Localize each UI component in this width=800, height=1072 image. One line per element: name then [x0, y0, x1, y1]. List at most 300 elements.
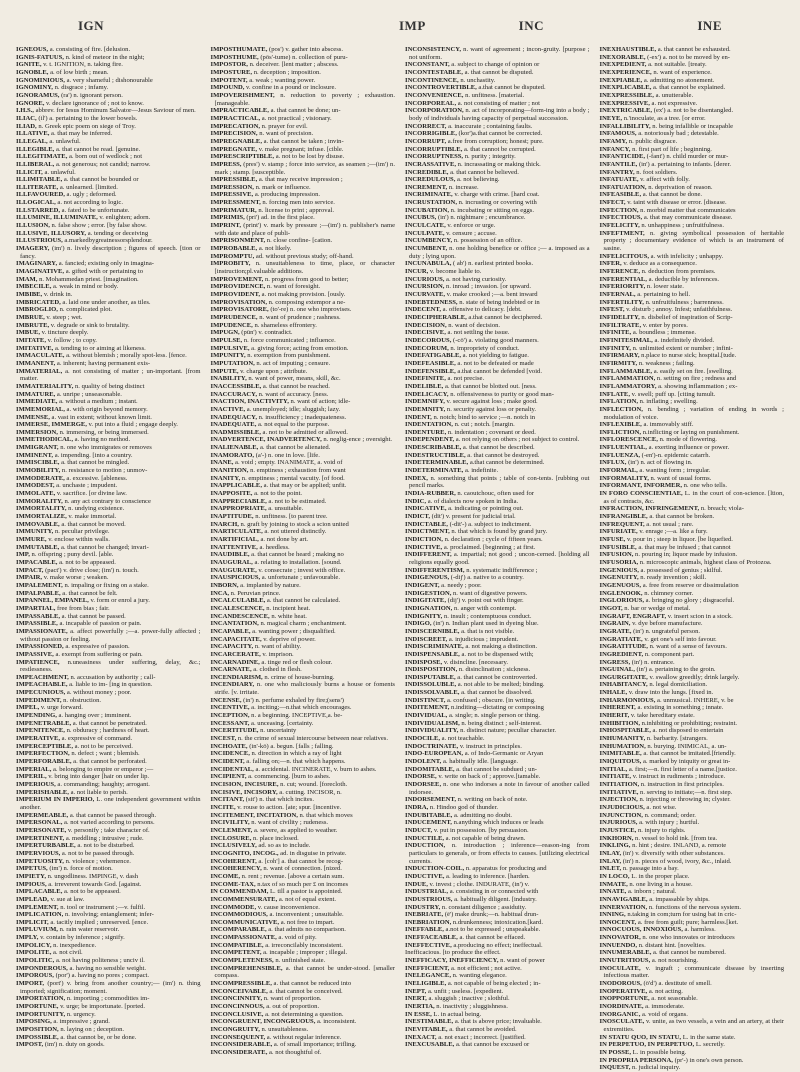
entry-headword: INNUENDO, — [599, 941, 638, 949]
entry-headword: INDEFEASIBLE, — [405, 359, 456, 367]
dictionary-entry — [600, 766, 785, 774]
entry-definition: n. judicial inquiry. — [630, 1064, 681, 1072]
entry-definition: n. want of civility ; rudeness. — [249, 819, 329, 827]
entry-definition: v. disturb ; annoy. Infest; unfaithfulness. — [624, 306, 733, 314]
entry-definition: a. not free to impart. — [279, 918, 335, 926]
entry-definition: a. bringing no glory ; disgraceful. — [644, 597, 735, 605]
entry-headword: IMMINENT, — [16, 451, 54, 459]
entry-headword: INFERTILITY, — [599, 298, 644, 306]
dictionary-entry — [405, 299, 590, 307]
entry-headword: INDIFFERENTISM, — [405, 566, 465, 574]
entry-definition: a. not to be appeased. — [62, 888, 121, 896]
entry-definition: v. enforce or urge. — [445, 222, 496, 230]
entry-definition: a. not to be estimated. — [266, 497, 327, 505]
dictionary-entry — [16, 697, 201, 705]
dictionary-entry — [16, 689, 201, 697]
dictionary-entry — [405, 544, 590, 552]
column-3 — [405, 46, 590, 1049]
dictionary-entry — [16, 398, 201, 406]
entry-definition: a. of low birth ; mean. — [48, 68, 109, 76]
entry-definition: v. imprison. — [260, 650, 294, 658]
dictionary-entry — [405, 911, 590, 919]
dictionary-entry — [211, 949, 396, 957]
entry-definition: n. want of usual forms. — [648, 474, 712, 482]
entry-headword: INFANCY, — [599, 145, 631, 153]
entry-definition: n. state of being indebted or in — [457, 298, 540, 306]
dictionary-entry — [600, 375, 785, 383]
entry-headword: INNATE, — [599, 888, 627, 896]
entry-definition: n. insult ; contemptuous conduct. — [442, 612, 532, 620]
dictionary-entry — [211, 636, 396, 644]
dictionary-entry — [211, 926, 396, 934]
entry-definition: a. unlearned. [limited. — [58, 183, 118, 191]
dictionary-entry — [16, 957, 201, 965]
dictionary-entry — [211, 1011, 396, 1019]
entry-definition: (pr'-) in one's own person. — [672, 1056, 744, 1064]
dictionary-entry — [600, 758, 785, 766]
dictionary-entry — [600, 482, 785, 490]
entry-definition: a. not done by art. — [258, 536, 309, 543]
dictionary-entry — [405, 881, 590, 889]
dictionary-entry — [405, 214, 590, 222]
entry-headword: INOPERATIVE, — [599, 987, 648, 995]
dictionary-entry — [405, 926, 590, 934]
entry-headword: INCONCINNITY, — [210, 995, 263, 1003]
entry-headword: INORGANIC, — [599, 1010, 641, 1018]
entry-headword: IMPUTE, — [210, 367, 239, 375]
entry-headword: INACCESSIBLE, — [210, 382, 262, 390]
dictionary-entry — [600, 459, 785, 467]
dictionary-entry — [211, 827, 396, 835]
entry-headword: IGNORE, — [16, 99, 45, 107]
dictionary-entry — [405, 689, 590, 697]
dictionary-entry — [211, 352, 396, 360]
entry-headword: IMBUE, — [16, 329, 40, 337]
entry-headword: INDENTATION, — [405, 421, 453, 429]
entry-definition: v. instruct in rudiments ; introduce. — [631, 773, 726, 781]
dictionary-entry — [405, 383, 590, 391]
entry-headword: IMPERCEPTIBLE, — [16, 742, 73, 750]
entry-definition: a. not capable of being drawn. — [444, 834, 526, 842]
entry-headword: INCIDENTAL, — [210, 765, 254, 773]
dictionary-entry — [405, 505, 590, 513]
dictionary-entry — [600, 934, 785, 942]
entry-definition: n. force communicated ; influence. — [242, 336, 336, 344]
dictionary-entry — [405, 414, 590, 422]
entry-definition: n. instruction in first principles. — [639, 781, 724, 788]
dictionary-entry — [405, 475, 590, 490]
dictionary-entry — [405, 490, 590, 498]
entry-definition: (ō'd') a. destitute of smell. — [641, 980, 712, 988]
entry-definition: a. unsuitable. — [266, 505, 304, 513]
entry-definition: a. vast in extent; without known limit. — [49, 413, 152, 421]
dictionary-entry — [16, 77, 201, 85]
entry-headword: INDEX, — [405, 474, 428, 482]
entry-headword: INIMITABLE, — [599, 750, 642, 758]
entry-headword: IMMENSE, — [16, 413, 50, 421]
entry-headword: INDOLENT, — [405, 758, 442, 766]
entry-headword: INDICT, — [405, 513, 430, 521]
dictionary-entry — [405, 590, 590, 598]
entry-definition: n. unhappiness ; unfruitfulness. — [639, 222, 724, 230]
entry-definition: n.inflicting or laying on punishment. — [641, 428, 740, 436]
dictionary-entry — [211, 436, 396, 444]
entry-headword: INCANDESCENCE, — [210, 612, 270, 620]
entry-definition: n. white heat. — [269, 612, 307, 620]
dictionary-entry — [16, 773, 201, 781]
entry-headword: INFLATION, — [599, 398, 639, 406]
dictionary-entry — [211, 743, 396, 751]
entry-headword: INDECORUM, — [405, 344, 449, 352]
entry-headword: INCORRUPT, — [405, 137, 447, 145]
dictionary-entry — [405, 934, 590, 942]
entry-headword: INJUSTICE, — [599, 826, 637, 834]
entry-headword: INDUSTRIAL, — [405, 888, 449, 896]
entry-headword: INCENSE, — [210, 696, 242, 704]
entry-definition: a. not to be passed through. — [60, 849, 135, 857]
dictionary-entry — [600, 322, 785, 330]
dictionary-entry — [16, 322, 201, 330]
dictionary-entry — [600, 345, 785, 353]
entry-headword: INFEST, — [599, 306, 625, 314]
entry-definition: a. indefinitely divided. — [652, 336, 715, 344]
entry-definition: n. one who tells. — [681, 482, 728, 490]
entry-headword: INFLUX, — [599, 459, 627, 467]
entry-headword: IMPERMEABLE, — [16, 811, 69, 819]
dictionary-entry — [600, 651, 785, 659]
entry-definition: a. that cannot be felt. — [60, 589, 118, 597]
entry-headword: INGRAIN, — [599, 620, 631, 628]
entry-headword: INFER, — [599, 260, 622, 268]
entry-headword: INEFFECTIVE, — [405, 941, 452, 949]
entry-headword: IGNIS-FATUUS, — [16, 53, 64, 61]
dictionary-entry — [16, 329, 201, 337]
entry-headword: INDEFINITE, — [405, 375, 446, 383]
entry-definition: a. gifted with or pertaining to — [64, 268, 143, 276]
entry-definition: a. that cannot be passed. — [60, 612, 126, 620]
entry-headword: INDISPENSABLE, — [405, 650, 460, 658]
entry-definition: a. pertaining to hell. — [635, 291, 691, 298]
dictionary-entry — [405, 452, 590, 460]
entry-definition: a. needy ; poor. — [439, 581, 482, 589]
entry-definition: n. forcing men into service. — [260, 199, 335, 207]
entry-headword: INDIVIDUALITY, — [405, 727, 459, 735]
entry-definition: a. that cannot be dissolved. — [459, 689, 533, 697]
entry-headword: INCULPATE, — [405, 229, 445, 237]
dictionary-entry — [405, 436, 590, 444]
entry-headword: INGENUOUS, — [599, 581, 642, 589]
entry-definition: a. giving force; acting from emotion. — [249, 344, 349, 352]
dictionary-entry — [405, 528, 590, 536]
entry-definition: a.that cannot be disputed. — [476, 84, 546, 92]
dictionary-entry — [405, 873, 590, 881]
dictionary-entry — [600, 153, 785, 161]
dictionary-entry — [600, 995, 785, 1003]
entry-headword: INCIDENT, — [210, 758, 245, 766]
entry-headword: IMPRESSIBLE, — [210, 176, 258, 184]
entry-headword: INDECISION, — [405, 321, 447, 329]
dictionary-entry — [16, 199, 201, 207]
entry-headword: IMPRESCRIPTIBLE, — [210, 153, 275, 161]
entry-headword: INDUE, — [405, 880, 428, 888]
entry-definition: a. that cannot be under-stood. [smaller compass. — [214, 964, 395, 980]
dictionary-entry — [211, 590, 396, 598]
entry-definition: a. that may be infused ; that cannot — [636, 543, 731, 551]
dictionary-entry — [405, 727, 590, 735]
entry-headword: IMPENITENCE, — [16, 727, 65, 735]
entry-definition: n. weakness ; failing. — [637, 359, 695, 367]
entry-headword: ILIAC, — [16, 114, 37, 122]
dictionary-entry — [16, 590, 201, 598]
entry-definition: a. leading to inference. [harden. — [444, 872, 530, 880]
entry-headword: IMPATIENCE, — [16, 658, 60, 666]
dictionary-entry — [405, 704, 590, 712]
dictionary-entry — [405, 758, 590, 766]
entry-definition: a. commencing. [burn to ashes. — [246, 773, 331, 781]
entry-headword: ILLUSION, — [16, 222, 50, 230]
entry-definition: n. purity ; integrity. — [463, 153, 516, 161]
entry-headword: INJECTION, — [599, 796, 638, 804]
entry-definition: a. unfortunate ; unfavourable. — [260, 574, 340, 582]
dictionary-entry — [16, 222, 201, 230]
dictionary-entry — [600, 926, 785, 934]
entry-definition: n. one living in a house. — [627, 880, 693, 888]
dictionary-entry — [405, 107, 590, 122]
dictionary-entry — [211, 375, 396, 383]
entry-definition: n. want of prudence ; rashness. — [257, 313, 341, 321]
entry-headword: INAUGURAL, — [210, 558, 253, 566]
entry-headword: INELIGIBLE, — [405, 980, 447, 988]
entry-definition: a. not varied according to persons. — [62, 819, 155, 827]
entry-definition: a. consisting of fire. [delusion. — [48, 46, 131, 53]
entry-headword: IMMOBILITY, — [16, 467, 61, 475]
entry-headword: INCOGNITO, INCOG., — [210, 849, 279, 857]
entry-definition: a. [coh'] a. that cannot be recog- — [256, 857, 344, 865]
dictionary-entry — [16, 597, 201, 605]
entry-definition: a. not exact ; incorrect. [justified. — [436, 1033, 526, 1041]
entry-definition: n. command; order. — [642, 811, 696, 819]
dictionary-entry — [600, 161, 785, 169]
entry-definition: a. that is above price; invaluable. — [453, 1018, 542, 1026]
dictionary-entry — [211, 659, 396, 667]
dictionary-entry — [405, 123, 590, 131]
entry-headword: INCONCEIVABLE, — [210, 987, 268, 995]
dictionary-entry — [211, 214, 396, 222]
entry-headword: ILLSTARRED, — [16, 206, 61, 214]
dictionary-entry — [211, 934, 396, 942]
entry-definition: a. admitting no atonement. — [642, 76, 715, 84]
entry-definition: a. very shameful ; dishonourable — [64, 76, 153, 84]
entry-headword: IMPOSTHUMATE, — [210, 46, 268, 53]
dictionary-entry — [600, 115, 785, 123]
dictionary-entry — [16, 84, 201, 92]
entry-definition: n. caoutchouc, often used for — [455, 490, 534, 498]
entry-headword: INCREDIBLE, — [405, 168, 449, 176]
entry-definition: a. not according to logic. — [55, 199, 123, 207]
entry-definition: n. one who immigrates or removes — [58, 444, 152, 452]
entry-headword: INGLORIOUS, — [599, 597, 645, 605]
entry-headword: INCUMBENT, — [405, 245, 448, 253]
entry-headword: IMPOROUS, — [16, 972, 54, 980]
entry-definition: n. declaration ; cycle of fifteen years. — [442, 536, 543, 543]
entry-headword: INDISCERNIBLE, — [405, 627, 460, 635]
dictionary-entry — [16, 1041, 201, 1049]
entry-definition: n. wanting elegance. — [450, 972, 507, 980]
dictionary-entry — [600, 368, 785, 376]
dictionary-entry — [600, 704, 785, 712]
entry-headword: INDISTINCT, — [405, 696, 446, 704]
entry-definition: a. not usual ; rare. — [644, 520, 694, 528]
entry-definition: v. ingraft ; communicate disease by inserting infectious matter. — [603, 964, 784, 980]
entry-definition: n. unfinished state. — [273, 957, 326, 965]
entry-definition: n. want of digestive powers. — [451, 589, 528, 597]
dictionary-entry — [600, 773, 785, 781]
entry-definition: a. hanging over ; imminent. — [56, 712, 132, 720]
dictionary-entry — [16, 605, 201, 613]
entry-headword: IMPROBABLE, — [210, 245, 258, 253]
entry-headword: IN FORO CONSCIENTIAE, — [599, 490, 683, 498]
entry-definition: a.that cannot be deciphered. — [466, 313, 543, 321]
entry-headword: IN PROPRIA PERSONA, — [599, 1056, 673, 1064]
entry-definition: a. that is not visible. — [459, 627, 515, 635]
entry-definition: v. take hereditary estate. — [629, 712, 695, 720]
dictionary-entry — [211, 551, 396, 559]
dictionary-entry — [211, 942, 396, 950]
entry-headword: INAPPROPRIATE, — [210, 505, 267, 513]
entry-headword: INCONSEQUENT, — [210, 1033, 266, 1041]
dictionary-entry — [405, 904, 590, 912]
entry-headword: IMP, — [16, 551, 30, 559]
entry-headword: IMPERTURBABLE, — [16, 842, 76, 850]
dictionary-entry — [16, 1034, 201, 1042]
entry-headword: IMBRUE, — [16, 313, 45, 321]
dictionary-entry — [405, 130, 590, 138]
entry-definition: a. habitually diligent. [industry. — [452, 895, 537, 903]
dictionary-entry — [16, 475, 201, 483]
entry-headword: INDESCRIBABLE, — [405, 444, 462, 452]
header-guide-word-right: INE — [697, 18, 722, 33]
entry-headword: IMPERFECTION, — [16, 750, 70, 758]
entry-definition: n. burying. INIMICAL, a. un- — [645, 742, 727, 750]
entry-headword: INCORRECT, — [405, 122, 447, 130]
dictionary-entry — [211, 505, 396, 513]
entry-headword: INERTIA, — [405, 1003, 435, 1011]
dictionary-entry — [16, 819, 201, 827]
dictionary-entry — [600, 169, 785, 177]
entry-definition: a. severe, as applied to weather. — [252, 826, 338, 834]
dictionary-entry — [16, 360, 201, 368]
entry-headword: INDETERMINABLE, — [405, 459, 469, 467]
entry-definition: n. prayer for evil. — [260, 122, 308, 130]
entry-headword: INDEBTEDNESS, — [405, 298, 458, 306]
entry-definition: a. not making provision. [ously. — [260, 291, 346, 298]
entry-headword: INGRATITUDE, — [599, 643, 648, 651]
dictionary-entry — [600, 92, 785, 100]
dictionary-entry — [211, 544, 396, 552]
entry-headword: INAUGURATE, — [210, 566, 257, 574]
entry-headword: INFLECTION, — [599, 405, 643, 413]
entry-definition: n. that which moves — [297, 811, 353, 819]
entry-headword: INCUMBENCY, — [405, 237, 453, 245]
entry-headword: INCRUSTATION, — [405, 199, 457, 207]
entry-headword: INGOT, — [599, 604, 623, 612]
dictionary-entry — [16, 482, 201, 490]
entry-definition: (in') n. ungrateful person. — [631, 627, 701, 635]
entry-definition: (-en')-n. epidemic catarrh. — [639, 451, 711, 459]
dictionary-entry — [211, 513, 396, 521]
header-guide-word-center-right: INC — [518, 18, 544, 33]
entry-headword: INCALESCENCE, — [210, 604, 265, 612]
entry-headword: INACCURACY, — [210, 390, 257, 398]
entry-definition: n. shameless effrontery. — [252, 321, 317, 329]
entry-definition: n. systematic indifference ; — [464, 566, 538, 574]
entry-definition: n. one who innovates or introduces — [640, 934, 735, 942]
entry-headword: INDUCTION, — [405, 842, 446, 850]
entry-definition: a. that cannot be penetrated. — [71, 719, 147, 727]
entry-headword: INFANTICIDE, — [599, 153, 645, 161]
entry-definition: L. in possible being. — [631, 1048, 687, 1056]
dictionary-entry — [405, 1018, 590, 1026]
entry-definition: v. deprive of power. — [261, 635, 316, 643]
entry-definition: a. unlawful. — [42, 168, 76, 176]
entry-definition: v. urge forward. — [39, 704, 83, 712]
entry-headword: IMPOSITION, — [16, 1026, 59, 1033]
entry-headword: IMBRUTE, — [16, 321, 50, 329]
dictionary-entry — [16, 169, 201, 177]
dictionary-entry — [16, 674, 201, 682]
entry-definition: Inefficacious. [to produce the effect. — [405, 949, 501, 957]
entry-headword: INCREDULOUS, — [405, 176, 456, 184]
dictionary-entry — [600, 590, 785, 598]
dictionary-entry — [405, 567, 590, 575]
dictionary-entry — [600, 337, 785, 345]
dictionary-entry — [211, 789, 396, 797]
dictionary-entry — [16, 972, 201, 980]
entry-headword: INCONTROVERTIBLE, — [405, 84, 477, 92]
entry-definition: a. unchaste ; impudent. — [54, 482, 118, 490]
dictionary-entry — [405, 230, 590, 238]
dictionary-entry — [16, 858, 201, 866]
entry-definition: (in') a. pertaining to the groin. — [634, 666, 716, 674]
entry-headword: INEPT, — [405, 987, 427, 995]
dictionary-entry — [405, 957, 590, 965]
entry-headword: IMMEDIATE, — [16, 398, 58, 406]
entry-definition: n. want of precision. — [257, 130, 314, 138]
entry-headword: IMPONDEROUS, — [16, 964, 68, 972]
entry-definition: n. emptiness ; mental vacuity. [of food. — [240, 474, 345, 482]
dictionary-entry — [211, 153, 396, 161]
dictionary-entry — [405, 919, 590, 927]
entry-headword: IMBROGLIO, — [16, 306, 58, 314]
entry-definition: (pōs'-tume) n. collection of puru- — [258, 53, 348, 61]
entry-headword: INAUSPICIOUS, — [210, 574, 261, 582]
entry-definition: n.tax of so much per £ on incomes — [255, 880, 349, 888]
dictionary-entry — [600, 743, 785, 751]
dictionary-entry — [16, 528, 201, 536]
entry-definition: n. want of proportion. — [262, 995, 322, 1003]
dictionary-entry — [600, 505, 785, 513]
entry-definition: n. unsuitableness to time, place, or character [instruction;pl.valuable additions. — [214, 260, 395, 276]
dictionary-entry — [16, 942, 201, 950]
dictionary-entry — [600, 69, 785, 77]
entry-headword: INFLUENZA, — [599, 451, 640, 459]
entry-definition: a. free from reserve or dissimulation — [641, 581, 739, 589]
entry-definition: n. being distinct ; self-interest. — [459, 719, 542, 727]
dictionary-entry — [211, 666, 396, 674]
dictionary-entry — [211, 84, 396, 92]
entry-headword: IMPULSE, — [210, 336, 243, 344]
dictionary-entry — [600, 858, 785, 866]
